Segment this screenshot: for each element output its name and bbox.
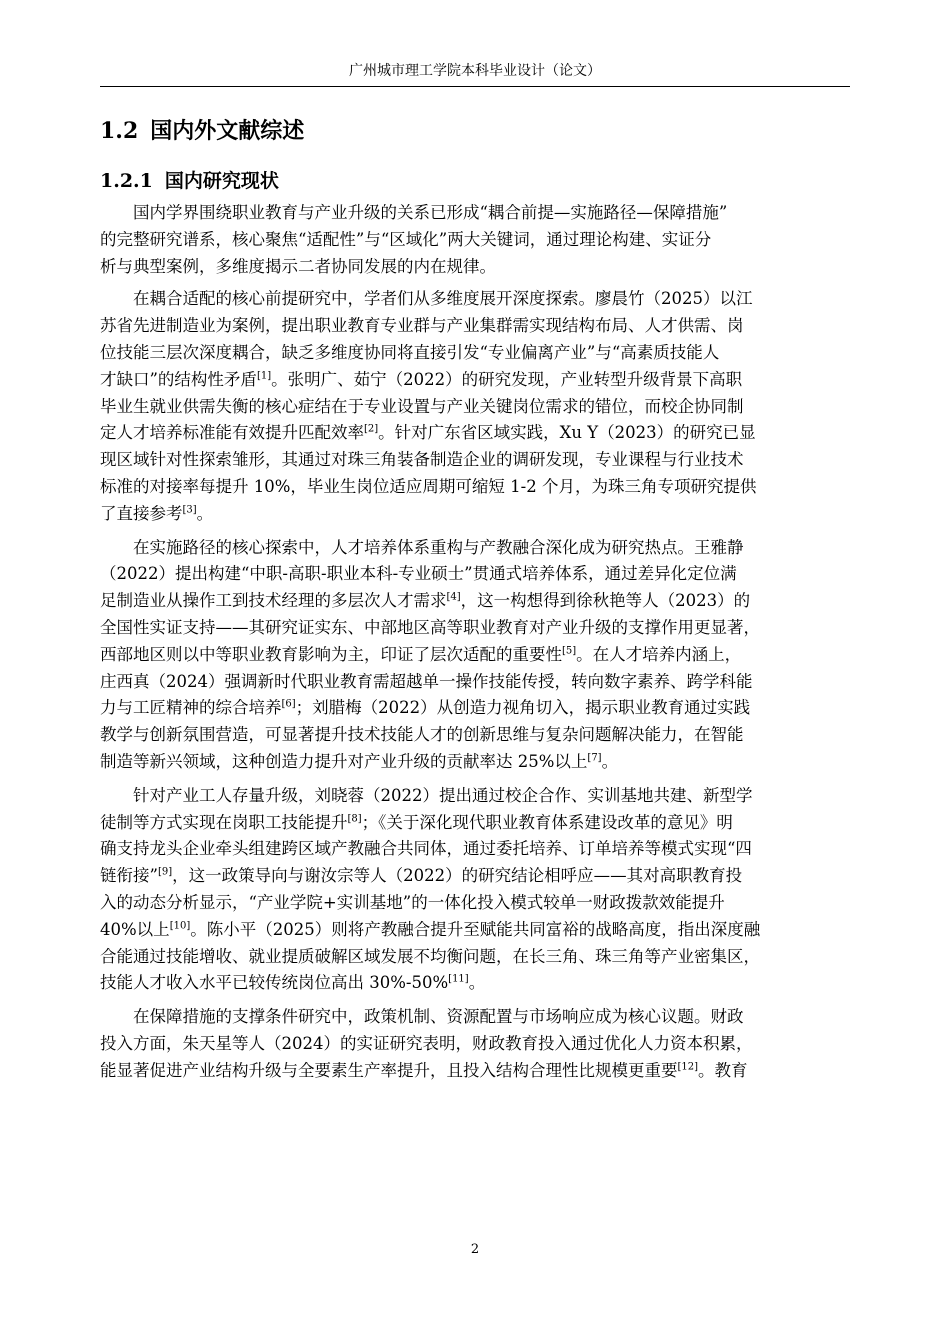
text-line: 庄西真（2024）强调新时代职业教育需超越单一操作技能传授，转向数字素养、跨学科能 [100, 671, 753, 691]
citation-marker: [2] [364, 423, 379, 435]
paragraph [100, 200, 850, 280]
text-line: 入的动态分析显示，“产业学院+实训基地”的一体化投入模式较单一财政拨款效能提升 [100, 892, 725, 912]
text-line: 在耦合适配的核心前提研究中，学者们从多维度展开深度探索。廖晨竹（2025）以江 [100, 289, 753, 309]
text-line: 链衔接”[9]，这一政策导向与谢汝宗等人（2022）的研究结论相呼应——其对高职教育投 [100, 866, 743, 886]
citation-marker: [5] [562, 645, 577, 657]
text-line: 在实施路径的核心探索中，人才培养体系重构与产教融合深化成为研究热点。王雅静 [100, 537, 744, 557]
text-line: 才缺口”的结构性矛盾[1]。张明广、茹宁（2022）的研究发现，产业转型升级背景下高职 [100, 369, 743, 389]
text-line: 定人才培养标准能有效提升匹配效率[2]。针对广东省区域实践，Xu Y（2023）的研究已显 [100, 423, 756, 443]
text-line: 国内学界围绕职业教育与产业升级的关系已形成“耦合前提—实施路径—保障措施” [100, 203, 728, 222]
text-line: 针对产业工人存量升级，刘晓蓉（2022）提出通过校企合作、实训基地共建、新型学 [100, 785, 753, 805]
section-number: 1.2 [100, 118, 139, 144]
text-line: 合能通过技能增收、就业提质破解区域发展不均衡问题，在长三角、珠三角等产业密集区， [100, 946, 760, 966]
text-line: 析与典型案例，多维度揭示二者协同发展的内在规律。 [100, 256, 496, 276]
text-line: 苏省先进制造业为案例，提出职业教育专业群与产业集群需实现结构布局、人才供需、岗 [100, 316, 744, 336]
text-line: 标准的对接率每提升 10%，毕业生岗位适应周期可缩短 1-2 个月，为珠三角专项研究提供 [100, 476, 757, 496]
text-line: 确支持龙头企业牵头组建跨区域产教融合共同体，通过委托培养、订单培养等模式实现“四 [100, 839, 752, 859]
text-line: 徒制等方式实现在岗职工技能提升[8]；《关于深化现代职业教育体系建设改革的意见》明 [100, 812, 733, 832]
paragraph [100, 783, 850, 997]
citation-marker: [1] [256, 370, 272, 382]
citation-marker: [7] [587, 752, 602, 764]
citation-marker: [9] [157, 866, 173, 878]
citation-marker: [6] [281, 698, 296, 710]
subsection-heading [100, 168, 279, 194]
text-line: 全国性实证支持——其研究证实东、中部地区高等职业教育对产业升级的支撑作用更显著， [100, 617, 760, 637]
section-title: 国内外文献综述 [150, 118, 305, 144]
page-number: 2 [470, 1242, 480, 1257]
body-text [100, 200, 850, 1085]
subsection-title: 国内研究现状 [164, 170, 279, 192]
text-line: 力与工匠精神的综合培养[6]；刘腊梅（2022）从创造力视角切入，揭示职业教育通过实践 [100, 698, 751, 718]
text-line: 位技能三层次深度耦合，缺乏多维度协同将直接引发“专业偏离产业”与“高素质技能人 [100, 342, 720, 362]
text-line: 技能人才收入水平已较传统岗位高出 30%-50%[11]。 [100, 973, 486, 993]
header-rule [100, 86, 850, 87]
paragraph [100, 1004, 850, 1084]
running-header: 广州城市理工学院本科毕业设计（论文） [349, 63, 601, 79]
subsection-number: 1.2.1 [100, 170, 153, 192]
section-heading [100, 117, 304, 145]
citation-marker: [8] [347, 813, 362, 825]
text-line: 能显著促进产业结构升级与全要素生产率提升，且投入结构合理性比规模更重要[12]。教育 [100, 1060, 748, 1080]
text-line: 教学与创新氛围营造，可显著提升技术技能人才的创新思维与复杂问题解决能力，在智能 [100, 725, 744, 745]
citation-marker: [12] [677, 1061, 699, 1073]
paragraph [100, 286, 850, 527]
text-line: 在保障措施的支撑条件研究中，政策机制、资源配置与市场响应成为核心议题。财政 [100, 1007, 744, 1027]
citation-marker: [3] [182, 504, 197, 516]
text-line: 西部地区则以中等职业教育影响为主，印证了层次适配的重要性[5]。在人才培养内涵上， [100, 644, 742, 664]
text-line: 了直接参考[3]。 [100, 503, 214, 523]
text-line: （2022）提出构建“中职-高职-职业本科-专业硕士”贯通式培养体系，通过差异化定位满 [100, 564, 737, 584]
text-line: 制造等新兴领域，这种创造力提升对产业升级的贡献率达 25%以上[7]。 [100, 751, 619, 771]
text-line: 现区域针对性探索雏形，其通过对珠三角装备制造企业的调研发现，专业课程与行业技术 [100, 450, 744, 470]
text-line: 毕业生就业供需失衡的核心症结在于专业设置与产业关键岗位需求的错位，而校企协同制 [100, 396, 744, 416]
text-line: 足制造业从操作工到技术经理的多层次人才需求[4]，这一构想得到徐秋艳等人（2023）的 [100, 591, 751, 611]
citation-marker: [4] [446, 591, 461, 603]
text-line: 投入方面，朱天星等人（2024）的实证研究表明，财政教育投入通过优化人力资本积累， [100, 1033, 753, 1053]
text-line: 40%以上[10]。陈小平（2025）则将产教融合提升至赋能共同富裕的战略高度，指出深度融 [100, 919, 761, 939]
citation-marker: [10] [169, 920, 191, 932]
citation-marker: [11] [448, 973, 469, 985]
text-line: 的完整研究谱系，核心聚焦“适配性”与“区域化”两大关键词，通过理论构建、实证分 [100, 229, 712, 249]
paragraph [100, 535, 850, 776]
